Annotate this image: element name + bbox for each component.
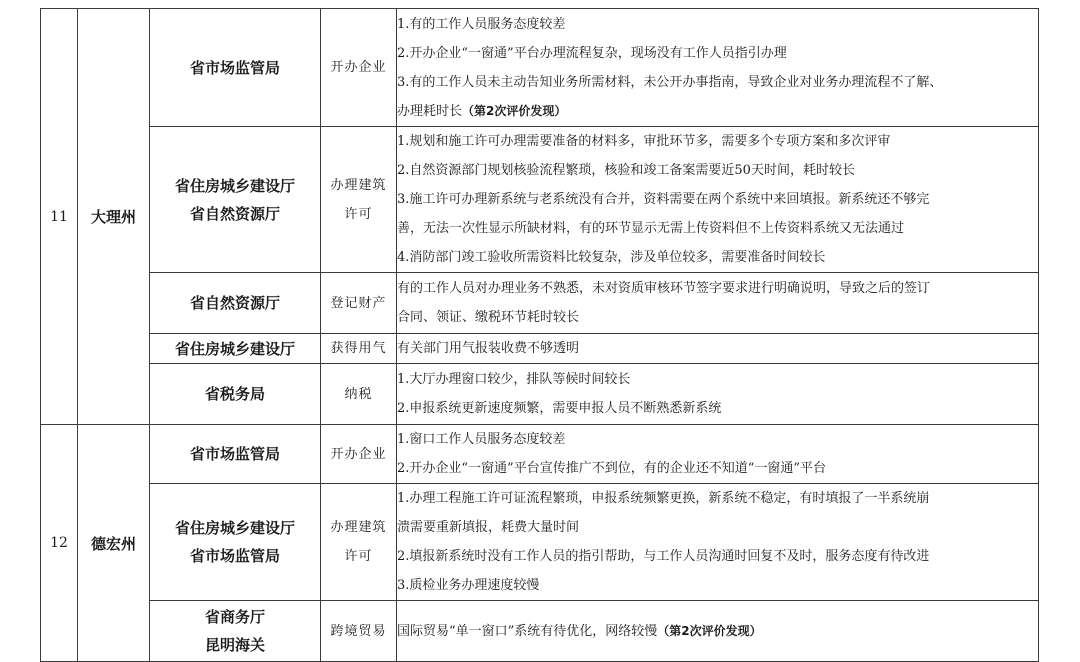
issue-text: 2.开办企业“一窗通”平台办理流程复杂，现场没有工作人员指引办理 bbox=[397, 45, 787, 61]
issue-line bbox=[397, 39, 1038, 68]
issue-text: 2.开办企业“一窗通”平台宣传推广不到位，有的企业还不知道“一窗通”平台 bbox=[397, 461, 826, 476]
indicator-name: 开办企业 bbox=[330, 446, 387, 462]
issue-cell bbox=[397, 601, 1039, 662]
issue-text: 1.规划和施工许可办理需要准备的材料多，审批环节多，需要多个专项方案和多次评审 bbox=[397, 134, 891, 149]
department-name: 省商务厅 bbox=[204, 608, 265, 626]
issue-cell bbox=[397, 425, 1039, 484]
issue-line bbox=[397, 243, 1038, 272]
row-number: 11 bbox=[41, 9, 78, 425]
department-name: 省自然资源厅 bbox=[189, 294, 280, 312]
issue-cell bbox=[397, 364, 1039, 425]
issue-line bbox=[397, 365, 1038, 394]
table-row bbox=[41, 364, 1039, 425]
table-row bbox=[41, 9, 1039, 127]
table-row bbox=[41, 273, 1039, 334]
issue-cell bbox=[397, 334, 1039, 364]
department-cell bbox=[150, 484, 321, 601]
table-row bbox=[41, 334, 1039, 364]
issue-line bbox=[397, 68, 1038, 97]
issue-line bbox=[397, 334, 1038, 363]
issue-line bbox=[397, 185, 1038, 214]
issue-cell bbox=[397, 484, 1039, 601]
indicator-cell bbox=[321, 364, 397, 425]
issue-cell bbox=[397, 127, 1039, 273]
issue-line bbox=[397, 156, 1038, 185]
issue-text: 3.施工许可办理新系统与老系统没有合并，资料需要在两个系统中来回填报。新系统还不够完 bbox=[397, 192, 930, 207]
evaluation-note: （第2次评价发现） bbox=[462, 103, 567, 118]
indicator-name: 获得用气 bbox=[330, 341, 387, 356]
issue-line bbox=[397, 10, 1038, 39]
evaluation-table bbox=[40, 8, 1039, 662]
issue-cell bbox=[397, 9, 1039, 127]
department-name: 省住房城乡建设厅 bbox=[174, 176, 295, 195]
issue-line bbox=[397, 571, 1038, 600]
department-cell bbox=[150, 127, 321, 273]
issue-text: 2.申报系统更新速度频繁，需要申报人员不断熟悉新系统 bbox=[397, 401, 722, 416]
issue-text: 有关部门用气报装收费不够透明 bbox=[397, 341, 580, 356]
issue-line bbox=[397, 542, 1038, 571]
indicator-name: 跨境贸易 bbox=[330, 623, 387, 639]
issue-cell bbox=[397, 273, 1039, 334]
indicator-cell bbox=[321, 9, 397, 127]
department-cell bbox=[150, 334, 321, 364]
issue-text: 2.填报新系统时没有工作人员的指引帮助，与工作人员沟通时回复不及时，服务态度有待改进 bbox=[397, 549, 930, 564]
issue-line bbox=[397, 274, 1038, 303]
department-name: 省市场监管局 bbox=[189, 58, 280, 77]
issue-line bbox=[397, 484, 1038, 513]
table-row bbox=[41, 484, 1039, 601]
city-name: 大理州 bbox=[78, 9, 150, 425]
issue-line bbox=[397, 617, 1038, 646]
row-number: 12 bbox=[41, 425, 78, 662]
indicator-name: 许可 bbox=[344, 206, 373, 222]
issue-line bbox=[397, 425, 1038, 454]
department-name: 省市场监管局 bbox=[189, 547, 280, 565]
issue-line bbox=[397, 97, 1038, 126]
department-name: 省市场监管局 bbox=[189, 445, 280, 463]
department-cell bbox=[150, 9, 321, 127]
table-row bbox=[41, 601, 1039, 662]
table-row bbox=[41, 127, 1039, 273]
city-name: 德宏州 bbox=[78, 425, 150, 662]
issue-text: 合同、领证、缴税环节耗时较长 bbox=[397, 310, 580, 325]
issue-line bbox=[397, 394, 1038, 423]
issue-text: 1.办理工程施工许可证流程繁琐，申报系统频繁更换，新系统不稳定，有时填报了一半系统崩 bbox=[397, 491, 930, 506]
indicator-cell bbox=[321, 273, 397, 334]
issue-text: 2.自然资源部门规划核验流程繁琐，核验和竣工备案需要近50天时间，耗时较长 bbox=[397, 163, 855, 178]
issue-text: 1.大厅办理窗口较少，排队等候时间较长 bbox=[397, 372, 631, 387]
evaluation-note: （第2次评价发现） bbox=[657, 623, 762, 638]
issue-text: 国际贸易“单一窗口”系统有待优化，网络较慢 bbox=[397, 623, 658, 639]
indicator-cell bbox=[321, 484, 397, 601]
issue-text: 善，无法一次性显示所缺材料，有的环节显示无需上传资料但不上传资料系统又无法通过 bbox=[397, 221, 905, 236]
indicator-name: 登记财产 bbox=[330, 295, 387, 311]
issue-line bbox=[397, 303, 1038, 332]
department-cell bbox=[150, 273, 321, 334]
indicator-cell bbox=[321, 127, 397, 273]
indicator-name: 办理建筑 bbox=[330, 520, 387, 535]
department-cell bbox=[150, 425, 321, 484]
indicator-name: 开办企业 bbox=[330, 60, 387, 75]
issue-line bbox=[397, 214, 1038, 243]
department-name: 昆明海关 bbox=[204, 636, 265, 654]
issue-text: 办理耗时长 bbox=[397, 103, 463, 119]
issue-text: 1.有的工作人员服务态度较差 bbox=[397, 16, 566, 32]
indicator-name: 办理建筑 bbox=[330, 177, 387, 193]
issue-text: 4.消防部门竣工验收所需资料比较复杂，涉及单位较多，需要准备时间较长 bbox=[397, 250, 826, 265]
indicator-name: 许可 bbox=[344, 549, 373, 564]
department-cell bbox=[150, 601, 321, 662]
issue-line bbox=[397, 513, 1038, 542]
indicator-cell bbox=[321, 334, 397, 364]
department-name: 省自然资源厅 bbox=[189, 204, 280, 223]
department-name: 省住房城乡建设厅 bbox=[174, 339, 295, 358]
indicator-name: 纳税 bbox=[344, 386, 373, 402]
issue-text: 3.有的工作人员未主动告知业务所需材料，未公开办事指南，导致企业对业务办理流程不了解、 bbox=[397, 74, 943, 90]
issue-line bbox=[397, 127, 1038, 156]
issue-text: 有的工作人员对办理业务不熟悉，未对资质审核环节签字要求进行明确说明，导致之后的签订 bbox=[397, 281, 931, 296]
indicator-cell bbox=[321, 601, 397, 662]
department-cell bbox=[150, 364, 321, 425]
issue-text: 3.质检业务办理速度较慢 bbox=[397, 578, 540, 593]
issue-text: 溃需要重新填报，耗费大量时间 bbox=[397, 520, 580, 535]
department-name: 省住房城乡建设厅 bbox=[174, 519, 295, 537]
indicator-cell bbox=[321, 425, 397, 484]
table-body bbox=[41, 9, 1039, 662]
issue-line bbox=[397, 454, 1038, 483]
table-row bbox=[41, 425, 1039, 484]
issue-text: 1.窗口工作人员服务态度较差 bbox=[397, 432, 566, 447]
department-name: 省税务局 bbox=[204, 385, 265, 403]
